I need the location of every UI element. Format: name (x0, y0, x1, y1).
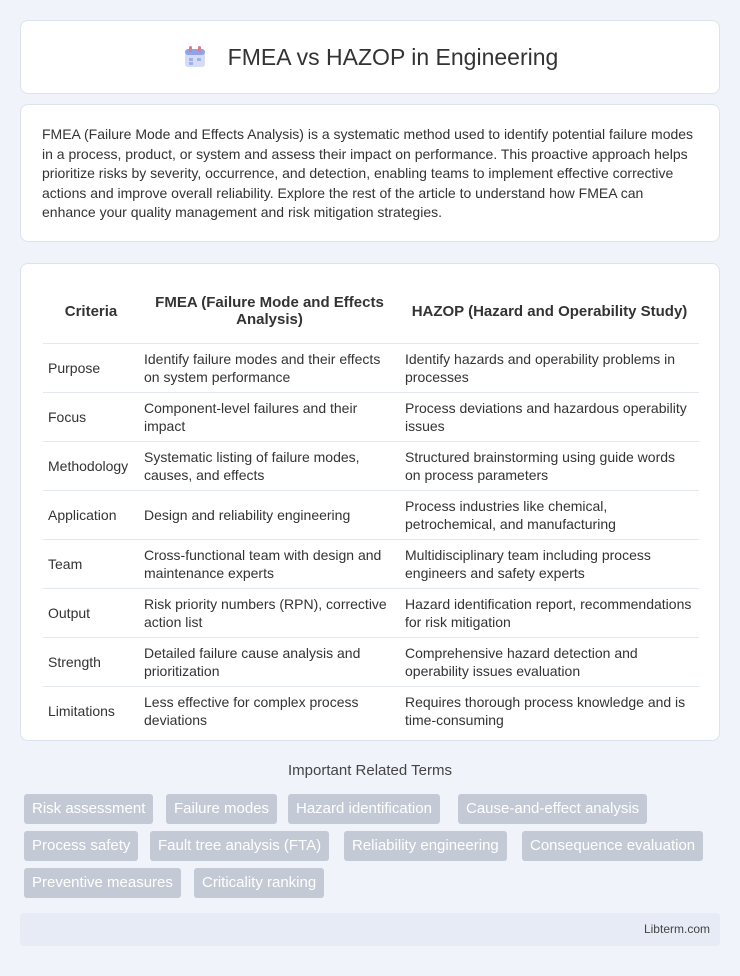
table-row (43, 441, 699, 490)
table-row (43, 490, 699, 539)
tag-hazard-identification[interactable]: Hazard identification (288, 794, 440, 824)
row-hazop: Requires thorough process knowledge and is time-consuming (405, 693, 686, 728)
tag-cause-and-effect-analysis[interactable]: Cause-and-effect analysis (458, 794, 647, 824)
row-hazop: Comprehensive hazard detection and operability issues evaluation (400, 637, 699, 686)
footer (20, 913, 720, 946)
row-hazop: Identify hazards and operability problems in processes (400, 343, 699, 392)
table-row (43, 539, 699, 588)
tag-failure-modes[interactable]: Failure modes (166, 794, 277, 824)
row-hazop: Hazard identification report, recommendations for risk mitigation (400, 588, 699, 637)
header-fmea: FMEA (Failure Mode and Effects Analysis) (139, 280, 400, 343)
row-criteria: Strength (43, 637, 139, 686)
tag-reliability-engineering[interactable]: Reliability engineering (344, 831, 507, 861)
row-criteria: Team (43, 539, 139, 588)
header-card (20, 20, 720, 94)
row-criteria: Application (43, 490, 139, 539)
related-terms-title: Important Related Terms (288, 762, 452, 779)
row-fmea: Design and reliability engineering (139, 490, 400, 539)
tag-criticality-ranking[interactable]: Criticality ranking (194, 868, 324, 898)
tag-fault-tree-analysis[interactable]: Fault tree analysis (FTA) (150, 831, 329, 861)
row-fmea: Detailed failure cause analysis and prioritization (139, 637, 400, 686)
page-title: FMEA vs HAZOP in Engineering (227, 43, 559, 70)
row-criteria: Limitations (48, 702, 115, 719)
comparison-table (43, 280, 699, 735)
intro-card (20, 104, 720, 242)
row-hazop: Multidisciplinary team including process engineers and safety experts (400, 539, 699, 588)
tag-risk-assessment[interactable]: Risk assessment (24, 794, 153, 824)
table-row (43, 588, 699, 637)
table-header-row (43, 280, 699, 343)
row-hazop: Structured brainstorming using guide words on process parameters (400, 441, 699, 490)
table-row (43, 637, 699, 686)
comparison-table-card (20, 263, 720, 741)
calendar-icon (182, 44, 208, 70)
table-row (43, 686, 699, 735)
row-criteria: Purpose (43, 343, 139, 392)
header-hazop: HAZOP (Hazard and Operability Study) (400, 280, 699, 343)
row-fmea: Identify failure modes and their effects on system performance (139, 343, 400, 392)
table-row (43, 392, 699, 441)
table-row (43, 343, 699, 392)
tag-process-safety[interactable]: Process safety (24, 831, 138, 861)
row-fmea: Component-level failures and their impact (139, 392, 400, 441)
header-criteria: Criteria (43, 280, 139, 343)
tag-consequence-evaluation[interactable]: Consequence evaluation (522, 831, 703, 861)
tag-preventive-measures[interactable]: Preventive measures (24, 868, 181, 898)
row-fmea: Systematic listing of failure modes, causes, and effects (139, 441, 400, 490)
footer-link[interactable]: Libterm.com (643, 922, 710, 936)
row-criteria: Focus (43, 392, 139, 441)
intro-text: FMEA (Failure Mode and Effects Analysis) is a systematic method used to identify potential failure modes in a process, product, or system and assess their impact on performance. This proactive approach helps prioritize risks by severity, occurrence, and detection, enabling teams to implement effective corrective actions and improve overall reliability. Explore the rest of the article to understand how FMEA can enhance your quality management and risk mitigation strategies. (42, 126, 694, 221)
row-fmea: Less effective for complex process deviations (144, 693, 359, 728)
row-hazop: Process industries like chemical, petrochemical, and manufacturing (400, 490, 699, 539)
row-criteria: Methodology (43, 441, 139, 490)
row-fmea: Risk priority numbers (RPN), corrective action list (139, 588, 400, 637)
row-criteria: Output (43, 588, 139, 637)
row-hazop: Process deviations and hazardous operability issues (400, 392, 699, 441)
row-fmea: Cross-functional team with design and maintenance experts (139, 539, 400, 588)
